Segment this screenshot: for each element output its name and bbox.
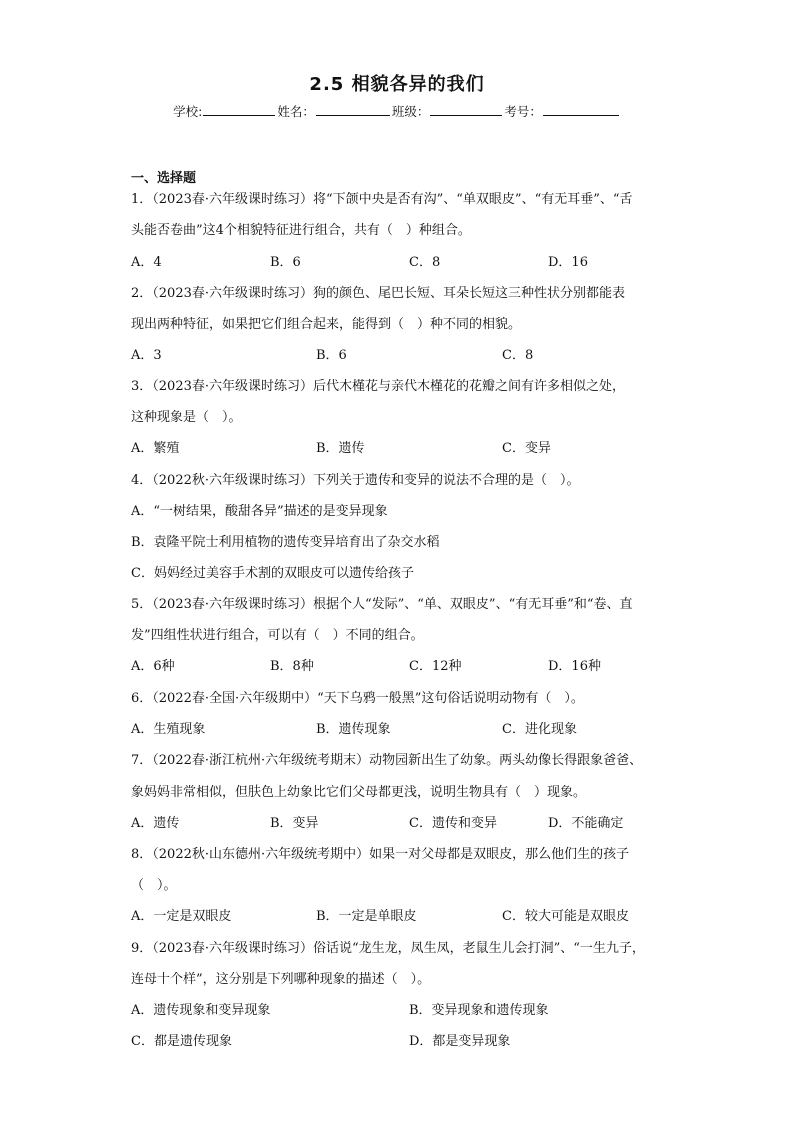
question-1-option-b[interactable]: B．6 (270, 255, 301, 270)
question-2-line-2: 现出两种特征，如果把它们组合起来，能得到（ ）种不同的相貌。 (131, 317, 522, 332)
question-9-line-1: 9．（2023春·六年级课时练习）俗话说“龙生龙，凤生凤，老鼠生儿会打洞”、“一生九子， (131, 941, 645, 956)
question-1-option-c[interactable]: C．8 (409, 255, 441, 270)
question-4-option-a[interactable]: A．“一树结果，酸甜各异”描述的是变异现象 (131, 504, 388, 519)
question-1-line-2: 头能否卷曲”这4个相貌特征进行组合，共有（ ）种组合。 (131, 223, 471, 238)
question-4-option-c[interactable]: C．妈妈经过美容手术割的双眼皮可以遗传给孩子 (131, 566, 414, 581)
question-7-option-d[interactable]: D．不能确定 (548, 816, 624, 831)
question-9-option-c[interactable]: C．都是遗传现象 (131, 1034, 232, 1049)
name-blank[interactable] (316, 103, 390, 116)
section-title: 一、选择题 (131, 171, 197, 186)
question-7-line-2: 象妈妈非常相似，但肤色上幼象比它们父母都更浅，说明生物具有（ ）现象。 (131, 785, 587, 800)
question-3-option-c[interactable]: C．变异 (502, 441, 551, 456)
question-8-option-a[interactable]: A．一定是双眼皮 (131, 909, 232, 924)
question-5-option-c[interactable]: C．12种 (409, 659, 462, 674)
question-3-option-a[interactable]: A．繁殖 (131, 441, 180, 456)
number-label: 考号： (504, 104, 542, 119)
class-blank[interactable] (430, 103, 502, 116)
question-2-line-1: 2．（2023春·六年级课时练习）狗的颜色、尾巴长短、耳朵长短这三种性状分别都能表 (131, 286, 625, 301)
question-9-option-b[interactable]: B．变异现象和遗传现象 (409, 1003, 549, 1018)
question-4-line-1: 4．（2022秋·六年级课时练习）下列关于遗传和变异的说法不合理的是（ ）。 (131, 473, 580, 488)
question-3-line-1: 3．（2023春·六年级课时练习）后代木槿花与亲代木槿花的花瓣之间有许多相似之处， (131, 379, 625, 394)
question-6-option-c[interactable]: C．进化现象 (502, 722, 577, 737)
school-label: 学校: (173, 104, 203, 119)
question-6-option-b[interactable]: B．遗传现象 (316, 722, 391, 737)
question-2-option-c[interactable]: C．8 (502, 348, 534, 363)
school-blank[interactable] (203, 103, 275, 116)
question-5-option-d[interactable]: D．16种 (548, 659, 601, 674)
question-7-option-a[interactable]: A．遗传 (131, 816, 180, 831)
question-9-option-a[interactable]: A．遗传现象和变异现象 (131, 1003, 271, 1018)
question-5-option-b[interactable]: B．8种 (270, 659, 314, 674)
question-2-option-a[interactable]: A．3 (131, 348, 162, 363)
question-6-line-1: 6．（2022春·全国·六年级期中）“天下乌鸦一般黑”这句俗话说明动物有（ ）。 (131, 691, 584, 706)
question-1-option-a[interactable]: A．4 (131, 255, 162, 270)
question-7-option-c[interactable]: C．遗传和变异 (409, 816, 497, 831)
question-6-option-a[interactable]: A．生殖现象 (131, 722, 206, 737)
question-7-option-b[interactable]: B．变异 (270, 816, 319, 831)
question-9-line-2: 连母十个样”，这分别是下列哪种现象的描述（ ）。 (131, 972, 431, 987)
question-8-option-b[interactable]: B．一定是单眼皮 (316, 909, 417, 924)
question-5-line-1: 5．（2023春·六年级课时练习）根据个人“发际”、“单、双眼皮”、“有无耳垂”和“卷、直 (131, 597, 633, 612)
question-8-line-2: （ ）。 (131, 878, 177, 893)
class-label: 班级： (391, 104, 430, 119)
question-2-option-b[interactable]: B．6 (316, 348, 347, 363)
student-info-line (0, 102, 794, 120)
question-5-option-a[interactable]: A．6种 (131, 659, 175, 674)
question-9-option-d[interactable]: D．都是变异现象 (409, 1034, 511, 1049)
question-4-option-b[interactable]: B．袁隆平院士利用植物的遗传变异培育出了杂交水稻 (131, 535, 440, 550)
question-3-line-2: 这种现象是（ ）。 (131, 410, 242, 425)
page-title: 2.5 相貌各异的我们 (309, 74, 485, 95)
question-8-line-1: 8．（2022秋·山东德州·六年级统考期中）如果一对父母都是双眼皮，那么他们生的孩子 (131, 847, 630, 862)
question-5-line-2: 发”四组性状进行组合，可以有（ ）不同的组合。 (131, 628, 424, 643)
question-1-line-1: 1．（2023春·六年级课时练习）将“下颌中央是否有沟”、“单双眼皮”、“有无耳垂”、“舌 (131, 192, 633, 207)
number-blank[interactable] (543, 103, 619, 116)
question-8-option-c[interactable]: C．较大可能是双眼皮 (502, 909, 629, 924)
question-7-line-1: 7．（2022春·浙江杭州·六年级统考期末）动物园新出生了幼象。两头幼像长得跟象爸爸、 (131, 753, 643, 768)
question-3-option-b[interactable]: B．遗传 (316, 441, 365, 456)
name-label: 姓名： (277, 104, 315, 119)
question-1-option-d[interactable]: D．16 (548, 255, 588, 270)
